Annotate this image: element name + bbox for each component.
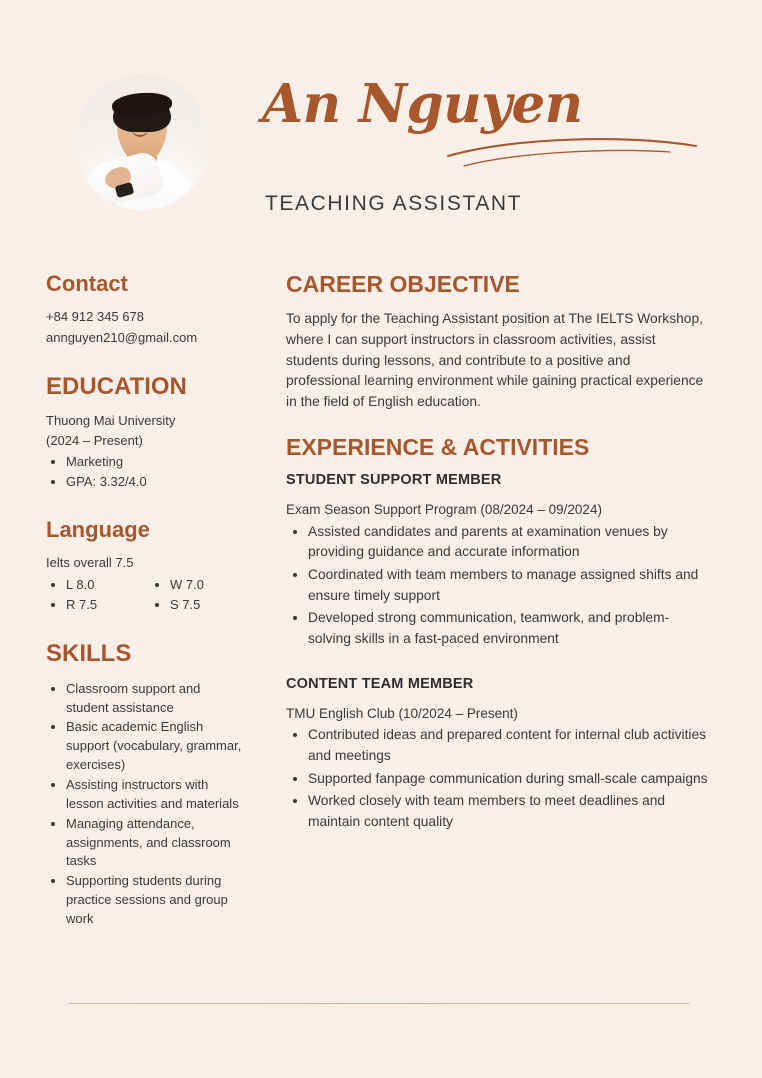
list-item: • Basic academic English support (vocabulary, grammar, exercises) — [66, 718, 244, 775]
language-section — [46, 518, 244, 616]
education-period: (2024 – Present) — [46, 433, 143, 449]
job-subtitle: TEACHING ASSISTANT — [265, 192, 523, 215]
list-item: • R 7.5 — [66, 596, 150, 615]
email-address: annguyen210@gmail.com — [46, 330, 198, 346]
list-item: • W 7.0 — [170, 576, 244, 595]
career-objective-text: To apply for the Teaching Assistant position at The IELTS Workshop, where I can support instructors in classroom activities, assist students during lessons, and contribute to a positive and professional learning environment while gaining practical experience in the field of English education. — [286, 311, 704, 410]
avatar — [74, 74, 210, 210]
language-heading: Language — [46, 516, 150, 542]
name-underline-flourish — [442, 130, 702, 172]
experience-title: STUDENT SUPPORT MEMBER — [286, 472, 502, 489]
experience-section — [286, 435, 708, 833]
contact-details — [46, 308, 244, 348]
name-block — [262, 73, 732, 135]
list-item: • GPA: 3.32/4.0 — [66, 473, 244, 492]
contact-section — [46, 272, 244, 348]
list-item: • Supported fanpage communication during small-scale campaigns — [308, 769, 708, 790]
list-item: • Classroom support and student assistance — [66, 680, 244, 718]
phone-number: +84 912 345 678 — [46, 309, 144, 325]
education-heading: EDUCATION — [46, 372, 187, 400]
page-title: An Nguyen — [262, 73, 583, 135]
experience-entry — [286, 472, 708, 650]
experience-organization: Exam Season Support Program (08/2024 – 09/2024) — [286, 502, 602, 518]
main-column — [286, 272, 708, 855]
experience-entry — [286, 676, 708, 833]
list-item: • Worked closely with team members to meet deadlines and maintain content quality — [308, 791, 708, 832]
list-item: • Contributed ideas and prepared content for internal club activities and meetings — [308, 725, 708, 766]
list-item: • Managing attendance, assignments, and classroom tasks — [66, 815, 244, 872]
list-item: • S 7.5 — [170, 596, 244, 615]
list-item: • Marketing — [66, 453, 244, 472]
career-objective-heading: CAREER OBJECTIVE — [286, 271, 520, 297]
experience-bullets — [286, 725, 708, 832]
sidebar-column — [46, 272, 244, 955]
list-item: • Assisting instructors with lesson activities and materials — [66, 776, 244, 814]
ielts-scores-right — [150, 576, 244, 616]
experience-heading: EXPERIENCE & ACTIVITIES — [286, 433, 590, 460]
experience-title: CONTENT TEAM MEMBER — [286, 675, 474, 692]
ielts-scores-left — [46, 576, 150, 616]
education-section — [46, 374, 244, 492]
career-objective-section — [286, 272, 708, 413]
ielts-score-grid — [46, 576, 244, 616]
skills-list — [46, 680, 244, 929]
list-item: • Coordinated with team members to manage assigned shifts and ensure timely support — [308, 565, 708, 606]
skills-heading: SKILLS — [46, 640, 132, 668]
resume-header — [0, 0, 762, 240]
experience-bullets — [286, 522, 708, 650]
education-school: Thuong Mai University — [46, 413, 176, 429]
skills-section — [46, 641, 244, 928]
footer-divider — [68, 1003, 690, 1004]
list-item: • Assisted candidates and parents at examination venues by providing guidance and accurate information — [308, 522, 708, 563]
list-item: • L 8.0 — [66, 576, 150, 595]
contact-heading: Contact — [46, 271, 128, 296]
ielts-overall: Ielts overall 7.5 — [46, 554, 134, 570]
education-details-list — [46, 453, 244, 492]
list-item: • Supporting students during practice sessions and group work — [66, 872, 244, 929]
list-item: • Developed strong communication, teamwork, and problem-solving skills in a fast-paced environment — [308, 608, 708, 649]
portrait-photo — [74, 74, 210, 210]
experience-organization: TMU English Club (10/2024 – Present) — [286, 705, 518, 721]
